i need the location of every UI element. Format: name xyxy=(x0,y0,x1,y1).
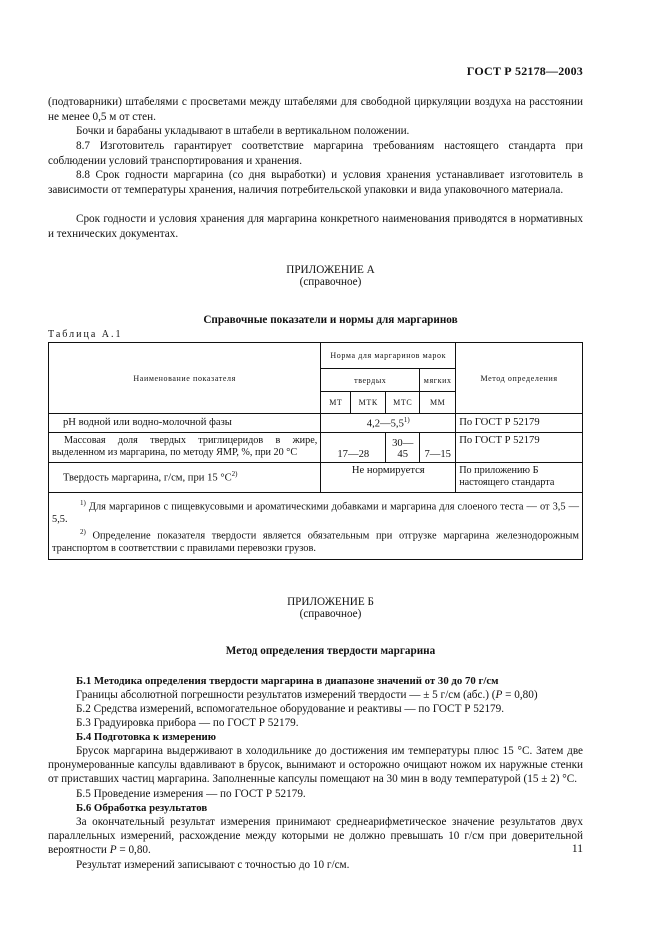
reference-table xyxy=(48,342,583,560)
section-b6-heading: Б.6 Обработка результатов xyxy=(76,802,208,814)
section-b1-heading: Б.1 Методика определения твердости маргарина в диапазоне значений от 30 до 70 г/см xyxy=(76,675,499,687)
row-hardness-name: Твердость маргарина, г/см, при 15 $^\circ С^{2)}$ xyxy=(49,462,321,492)
section-b6-text: За окончательный результат измерения принимают среднеарифметическое значение результатов двух параллельных измерений, расхождение между которыми не должно превышать 10 г/см при доверительной вероятности P = 0,80. xyxy=(48,816,583,857)
header-method: Метод определения xyxy=(456,343,583,414)
section-b1-text: Границы абсолютной погрешности результатов измерений твердости — ± 5 г/см (абс.) (P = 0,80) xyxy=(76,689,538,701)
appendix-a-heading: Справочные показатели и нормы для маргаринов xyxy=(203,314,458,326)
row-triglycerides-mm: 7—15 xyxy=(420,432,456,462)
standard-number: ГОСТ Р 52178—2003 xyxy=(466,64,583,78)
section-b4-text: Брусок маргарина выдерживают в холодильнике до достижения им температуры плюс 15 °С. Затем две пронумерованные капсулы вдавливают в брусок, вынимают и осторожно очищают ножом их наружные стенки от приставших частиц маргарина. Заполненные капсулы помещают на 30 мин в воду температурой (15 ± 2) °С. xyxy=(48,745,583,786)
table-label: Таблица А.1 xyxy=(48,329,123,340)
appendix-a-subtitle: (справочное) xyxy=(299,276,362,288)
header-hard: твердых xyxy=(321,369,420,392)
appendix-b-heading: Метод определения твердости маргарина xyxy=(225,645,436,657)
appendix-b-title: ПРИЛОЖЕНИЕ Б xyxy=(287,596,374,608)
header-soft: мягких xyxy=(420,369,456,392)
page-number: 11 xyxy=(571,843,583,855)
section-b5: Б.5 Проведение измерения — по ГОСТ Р 52179. xyxy=(76,788,306,800)
row-ph-value: 4,2—5,5$^{1)}$ xyxy=(321,414,456,433)
row-triglycerides-name: Массовая доля твердых триглицеридов в жире, выделенном из маргарина, по методу ЯМР, %, при 20 °С xyxy=(49,432,321,462)
section-b3: Б.3 Градуировка прибора — по ГОСТ Р 52179. xyxy=(76,717,299,729)
grade-mt: МТ xyxy=(321,392,351,414)
paragraph-stacking: (подтоварники) штабелями с просветами между штабелями для свободной циркуляции воздуха на расстоянии не менее 0,5 м от стен. xyxy=(48,96,583,123)
paragraph-8-7: 8.7 Изготовитель гарантирует соответствие маргарина требованиям настоящего стандарта при соблюдении условий транспортирования и хранения. xyxy=(48,140,583,167)
header-indicator-name: Наименование показателя xyxy=(49,343,321,414)
header-norm: Норма для маргаринов марок xyxy=(321,343,456,369)
row-triglycerides-mts: 30—45 xyxy=(386,432,420,462)
grade-mtk: МТК xyxy=(351,392,386,414)
paragraph-shelf-life: Срок годности и условия хранения для маргарина конкретного наименования приводятся в нормативных и технических документах. xyxy=(48,213,583,240)
appendix-a-title: ПРИЛОЖЕНИЕ А xyxy=(286,264,375,276)
section-b6-precision: Результат измерений записывают с точностью до 10 г/см. xyxy=(76,859,350,871)
note-2: $^{2)}$ Определение показателя твердости является обязательным при отгрузке маргарина железнодорожным транспортом в соответствии с правилами перевозки грузов. xyxy=(52,528,579,555)
row-triglycerides-method: По ГОСТ Р 52179 xyxy=(456,432,583,462)
section-b4-heading: Б.4 Подготовка к измерению xyxy=(76,731,217,743)
row-hardness-method: По приложению Б настоящего стандарта xyxy=(456,462,583,492)
table-notes xyxy=(49,492,583,560)
row-hardness-value: Не нормируется xyxy=(321,462,456,492)
paragraph-barrels: Бочки и барабаны укладывают в штабели в вертикальном положении. xyxy=(76,125,410,137)
row-ph-method: По ГОСТ Р 52179 xyxy=(456,414,583,433)
grade-mts: МТС xyxy=(386,392,420,414)
note-1: $^{1)}$ Для маргаринов с пищевкусовыми и ароматическими добавками и маргарина для слоеного теста — от 3,5 — 5,5. xyxy=(52,498,579,525)
section-b2: Б.2 Средства измерений, вспомогательное оборудование и реактивы — по ГОСТ Р 52179. xyxy=(76,703,505,715)
grade-mm: ММ xyxy=(420,392,456,414)
row-ph-name: pH водной или водно-молочной фазы xyxy=(49,414,321,433)
appendix-b-subtitle: (справочное) xyxy=(299,608,362,620)
paragraph-8-8: 8.8 Срок годности маргарина (со дня выработки) и условия хранения устанавливает изготовитель в зависимости от температуры хранения, наличия потребительской упаковки и вида упаковочного материала. xyxy=(48,169,583,196)
row-triglycerides-mt-mtk: 17—28 xyxy=(321,432,386,462)
